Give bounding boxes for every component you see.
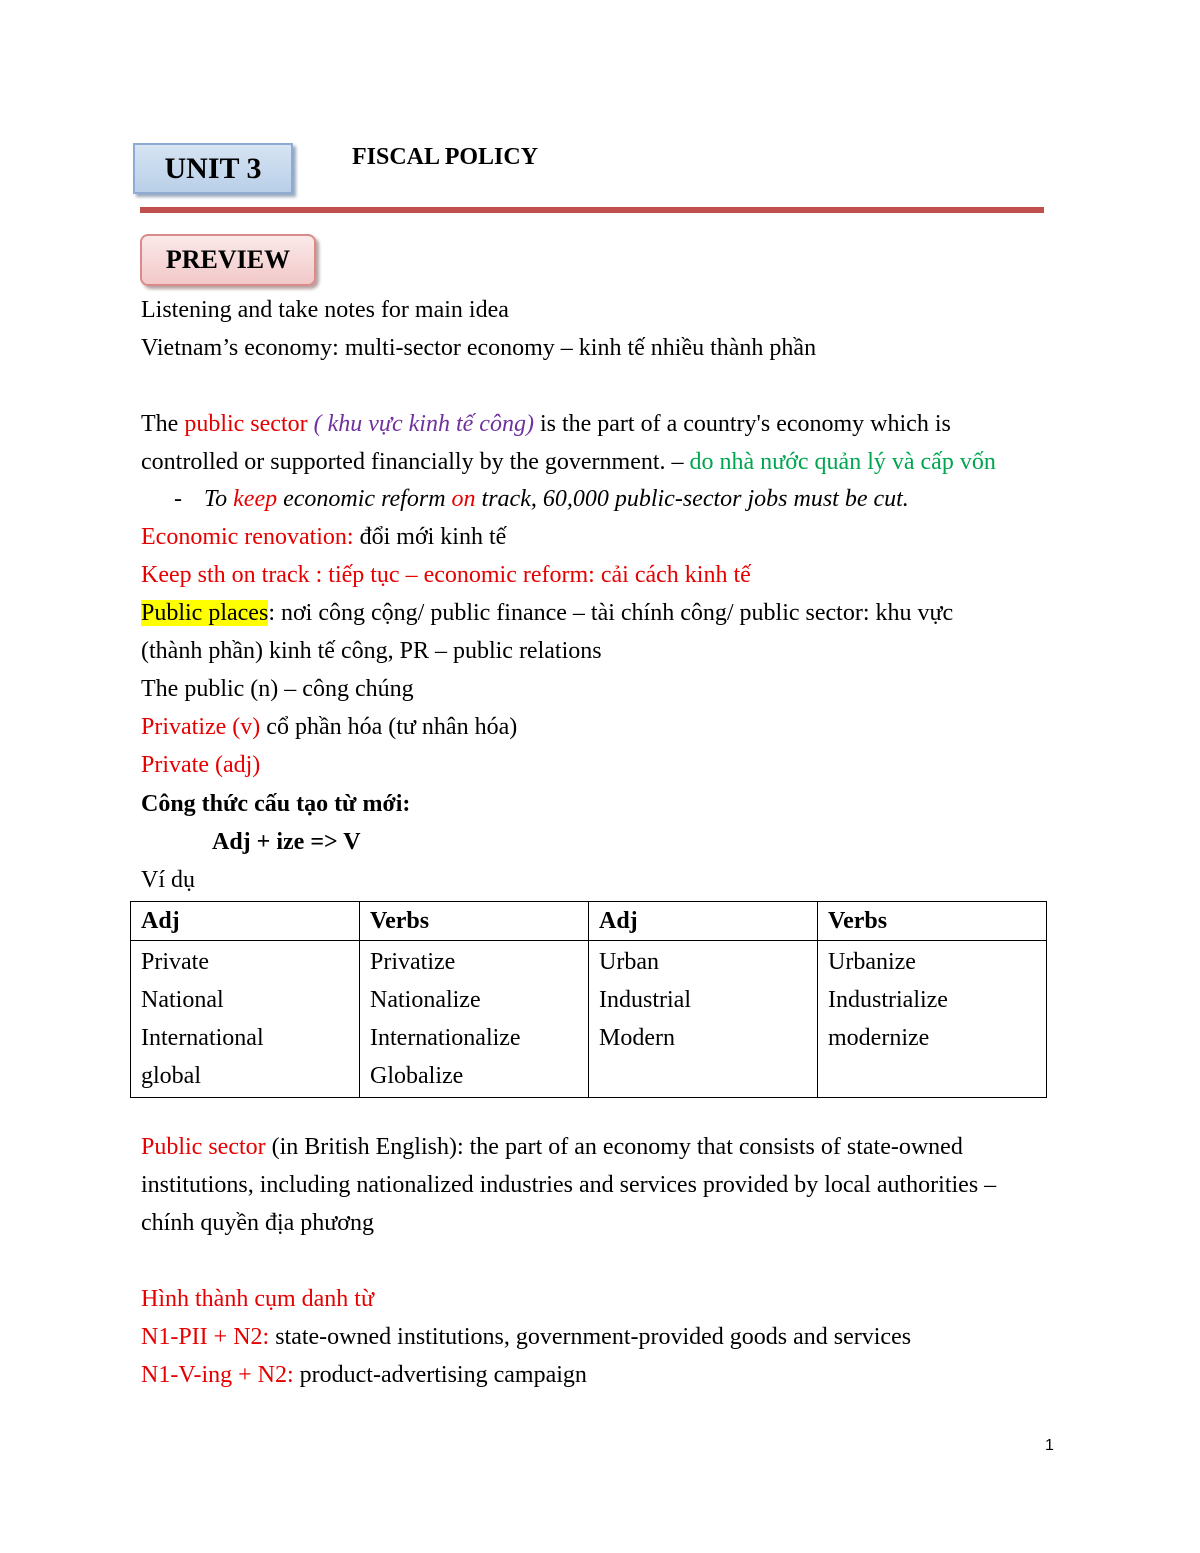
table-header-cell: Verbs <box>360 902 589 941</box>
noun-phrase-formula-1: N1-PII + N2: state-owned institutions, government-provided goods and services <box>141 1324 912 1350</box>
unit-label: UNIT 3 <box>164 151 262 185</box>
privatize-line: Privatize (v) cổ phần hóa (tư nhân hóa) <box>141 714 518 740</box>
table-cell-verbs-1: Privatize Nationalize Internationalize Globalize <box>360 941 589 1098</box>
the-public-line: The public (n) – công chúng <box>141 676 414 702</box>
unit-title: FISCAL POLICY <box>352 144 539 170</box>
noun-phrase-title: Hình thành cụm danh từ <box>141 1286 374 1312</box>
public-places-line-2: (thành phần) kinh tế công, PR – public relations <box>141 638 602 664</box>
word-formation-table <box>130 901 1047 1098</box>
british-definition-line-3: chính quyền địa phương <box>141 1210 374 1236</box>
table-cell-adj-2: Urban Industrial Modern <box>589 941 818 1098</box>
example-keep: keep <box>233 486 278 512</box>
table-header-cell: Adj <box>131 902 360 941</box>
private-line: Private (adj) <box>141 752 261 778</box>
def-rest-1: is the part of a country's economy which is <box>533 411 951 437</box>
def-green-translation: do nhà nước quản lý và cấp vốn <box>689 449 996 475</box>
british-definition-line-1: Public sector (in British English): the part of an economy that consists of state-owned <box>141 1134 963 1160</box>
unit-badge <box>133 143 293 194</box>
formula: Adj + ize => V <box>212 829 361 855</box>
def-rest-2: controlled or supported financially by the government. – <box>141 449 690 475</box>
page-number: 1 <box>1045 1437 1054 1454</box>
example-sentence: - To keep economic reform on track, 60,000 public-sector jobs must be cut. <box>174 486 909 512</box>
preview-badge <box>140 234 316 286</box>
keep-on-track-line: Keep sth on track : tiếp tục – economic reform: cải cách kinh tế <box>141 562 751 588</box>
intro-line-2: Vietnam’s economy: multi-sector economy – kinh tế nhiều thành phần <box>141 335 817 361</box>
public-sector-vietnamese: ( khu vực kinh tế công) <box>307 411 534 437</box>
table-header-row <box>131 902 1047 941</box>
table-cell-adj-1: Private National International global <box>131 941 360 1098</box>
title-divider <box>140 207 1044 213</box>
example-dash: - <box>174 486 182 512</box>
public-sector-term: public sector <box>184 411 308 437</box>
example-label: Ví dụ <box>141 867 195 893</box>
table-header-cell: Adj <box>589 902 818 941</box>
formula-title: Công thức cấu tạo từ mới: <box>141 791 411 817</box>
def-the: The <box>141 411 185 437</box>
preview-label: PREVIEW <box>165 245 291 274</box>
example-on: on <box>451 486 476 512</box>
public-sector-definition-line-2 <box>141 447 996 477</box>
noun-phrase-formula-2: N1-V-ing + N2: product-advertising campaign <box>141 1362 587 1388</box>
table-row <box>131 941 1047 1098</box>
british-definition-line-2: institutions, including nationalized industries and services provided by local authorities – <box>141 1172 997 1198</box>
table-header-cell: Verbs <box>818 902 1047 941</box>
intro-line-1: Listening and take notes for main idea <box>141 297 509 323</box>
public-sector-definition-line-1 <box>141 409 951 439</box>
public-places-line: Public places: nơi công cộng/ public finance – tài chính công/ public sector: khu vực <box>141 600 954 626</box>
renovation-line: Economic renovation: đổi mới kinh tế <box>141 524 507 550</box>
table-cell-verbs-2: Urbanize Industrialize modernize <box>818 941 1047 1098</box>
highlighted-term: Public places <box>141 600 269 626</box>
